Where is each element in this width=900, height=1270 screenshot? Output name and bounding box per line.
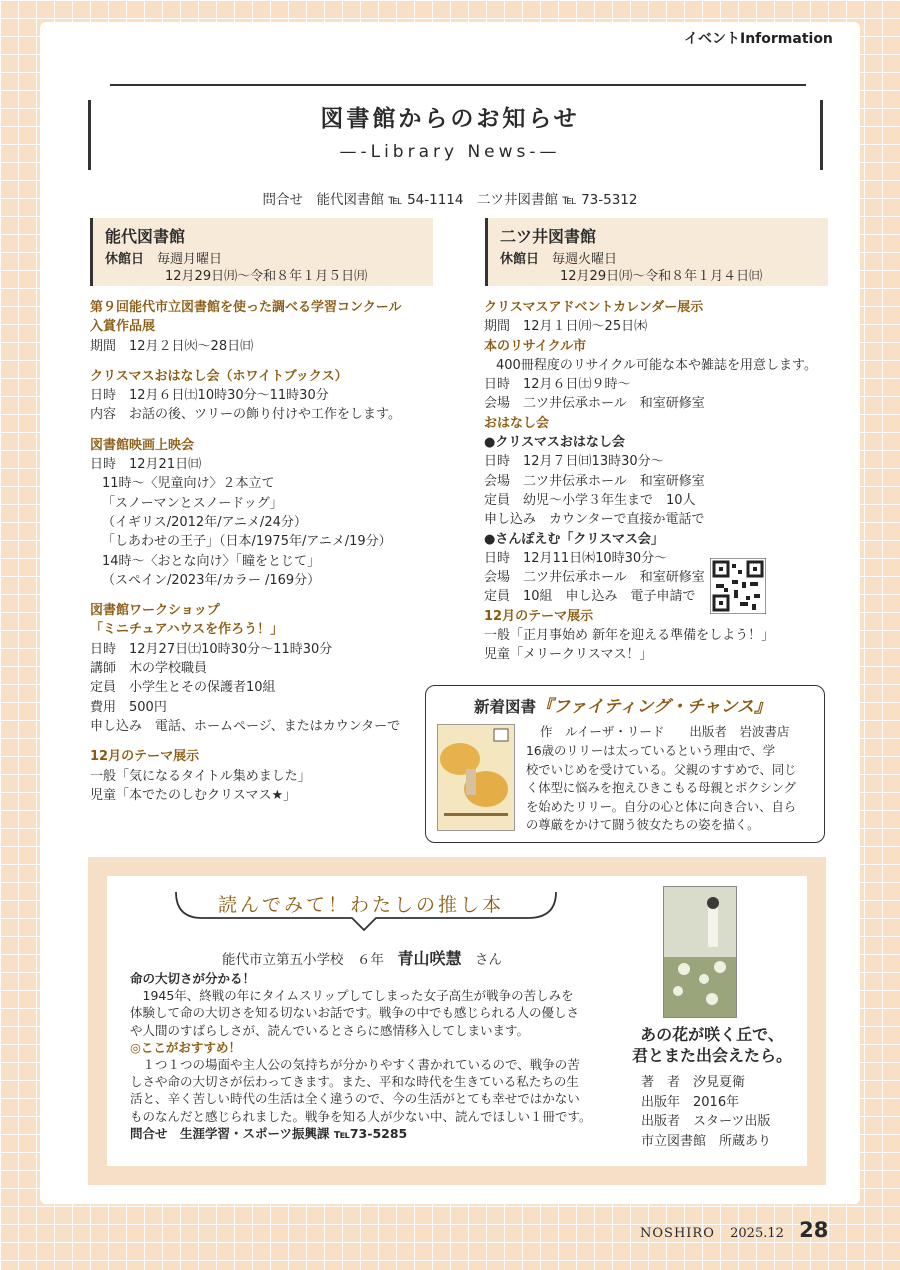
recommend-author-suffix: さん	[475, 952, 503, 968]
footer-date: 2025.12	[730, 1226, 784, 1241]
noshiro-name: 能代図書館	[105, 227, 186, 246]
new-book-cover	[437, 724, 515, 831]
noshiro-closed-2: 12月29日㈪～令和８年１月５日㈪	[165, 269, 368, 284]
futatsui-name: 二ツ井図書館	[500, 227, 597, 246]
text-line: 日時 12月６日㈯10時30分～11時30分	[90, 388, 329, 404]
recommend-book-title-1: あの花が咲く丘で、	[640, 1025, 784, 1044]
text-line: 日時 12月11日㈭10時30分～	[484, 550, 668, 566]
recommend-body	[130, 970, 610, 1142]
new-book-desc-line: 16歳のリリーは太っているという理由で、学	[526, 744, 776, 758]
section-heading: 12月のテーマ展示	[90, 749, 200, 765]
section-heading: 図書館映画上映会	[90, 437, 195, 453]
text-line: 費用 500円	[90, 699, 167, 715]
book-cover-illustration-icon	[438, 725, 514, 830]
page-number: 28	[799, 1218, 829, 1242]
section-heading: クリスマスアドベントカレンダー展示	[484, 300, 704, 315]
event-block	[90, 436, 430, 590]
text-line: 一般「気になるタイトル集めました」	[90, 768, 311, 784]
text-line: 命の大切さが分かる！	[130, 971, 256, 986]
recommend-book-cover	[663, 886, 737, 1018]
text-line: １つ１つの場面や主人公の気持ちが分かりやすく書かれているので、戦争の苦	[130, 1057, 580, 1073]
section-heading: 第９回能代市立図書館を使った調べる学習コンクール	[90, 300, 402, 315]
book-meta-line: 著 者 汐見夏衛	[641, 1075, 746, 1090]
new-book-desc-line: 校でいじめを受けている。父親のすすめで、同じ	[526, 762, 797, 777]
new-book-meta: 作 ルイーザ・リード 出版者 岩波書店	[540, 724, 790, 739]
text-line: ものなんだと感じられました。戦争を知る人が少ない中、読んでほしい１冊です。	[130, 1108, 592, 1124]
text-line: 1945年、終戦の年にタイムスリップしてしまった女子高生が戦争の苦しみを	[130, 988, 574, 1004]
text-line: 一般「正月事始め 新年を迎える準備をしよう！」	[484, 628, 775, 644]
new-book-title: 『ファイティング・チャンス』	[536, 697, 771, 717]
text-line: 体験して命の大切さを知る切ないお話です。戦争の中でも感じられる人の優しさ	[130, 1005, 580, 1021]
text-line: 申し込み カウンターで直接か電話で	[484, 512, 705, 528]
text-line: 会場 二ツ井伝承ホール 和室研修室	[484, 473, 705, 489]
text-line: ●さんぽえむ「クリスマス会」	[484, 531, 664, 547]
noshiro-info-box	[90, 218, 433, 286]
recommend-book-title-2: 君とまた出会えたら。	[631, 1046, 792, 1065]
contact-line: 問合せ 能代図書館 ℡ 54-1114 二ツ井図書館 ℡ 73-5312	[262, 192, 638, 208]
futatsui-events	[484, 298, 824, 665]
noshiro-closed-label: 休館日	[105, 252, 145, 267]
text-line: 14時～〈おとな向け〉「瞳をとじて」	[102, 553, 321, 569]
text-line: （イギリス/2012年/アニメ/24分）	[102, 514, 307, 530]
text-line: 日時 12月27日㈯10時30分～11時30分	[90, 641, 333, 657]
text-line: 内容 お話の後、ツリーの飾り付けや工作をします。	[90, 407, 401, 423]
futatsui-info-box	[485, 218, 828, 286]
text-line: 活と、辛く苦しい時代の生活は全く違うので、今の生活がとても幸せではかない	[130, 1091, 580, 1107]
section-heading: クリスマスおはなし会（ホワイトブックス）	[90, 368, 348, 384]
recommend-book-meta	[641, 1073, 771, 1151]
text-line: 定員 幼児～小学３年生まで 10人	[484, 492, 696, 508]
new-book-description	[526, 742, 814, 835]
section-heading: 本のリサイクル市	[484, 338, 587, 354]
text-line: 日時 12月７日㈰13時30分～	[484, 454, 664, 470]
recommend-author-school: 能代市立第五小学校 ６年	[222, 952, 384, 968]
page-title: 図書館からのお知らせ	[320, 106, 580, 132]
section-heading: 12月のテーマ展示	[484, 608, 594, 624]
recommend-author-name: 青山咲慧	[397, 949, 462, 968]
text-line: 会場 二ツ井伝承ホール 和室研修室	[484, 396, 705, 412]
futatsui-closed-label: 休館日	[500, 252, 540, 267]
book-meta-line: 出版年 2016年	[641, 1094, 740, 1110]
noshiro-events	[90, 298, 430, 816]
new-book-desc-line: を始めたリリー。自分の心と体に向き合い、自ら	[526, 799, 797, 814]
book-meta-line: 出版者 スターツ出版	[641, 1114, 771, 1129]
text-line: 日時 12月21日㈰	[90, 457, 202, 473]
text-line: 問合せ 生涯学習・スポーツ振興課 ℡73-5285	[130, 1125, 408, 1141]
recommend-heading: 読んでみて！わたしの推し本	[218, 894, 505, 916]
book-meta-line: 市立図書館 所蔵あり	[641, 1133, 772, 1149]
new-book-desc-line: く体型に悩みを抱えひきこもる母親とボクシング	[526, 781, 796, 795]
section-heading: 「ミニチュアハウスを作ろう！」	[90, 622, 284, 638]
section-tag: イベントInformation	[684, 31, 833, 47]
text-line: 11時～〈児童向け〉２本立て	[102, 476, 275, 492]
footer-magazine: NOSHIRO	[640, 1226, 715, 1241]
noshiro-closed-1: 毎週月曜日	[157, 252, 223, 267]
event-block	[90, 298, 430, 356]
text-line: 期間 12月１日㈪～25日㈭	[484, 319, 648, 335]
event-block	[90, 367, 430, 425]
text-line: 「スノーマンとスノードッグ」	[102, 495, 283, 511]
title-top-rule	[110, 84, 806, 86]
section-heading: 図書館ワークショップ	[90, 603, 220, 619]
event-block	[90, 601, 430, 736]
text-line: （スペイン/2023年/カラー /169分）	[102, 572, 321, 588]
futatsui-closed-1: 毎週火曜日	[552, 252, 618, 267]
text-line: や人間のすばらしさが、読んでいるとさらに感情移入してしまいます。	[130, 1022, 530, 1038]
page-subtitle: —-Library News-—	[339, 142, 561, 162]
new-book-label: 新着図書	[474, 698, 537, 716]
text-line: 講師 木の学校職員	[90, 661, 208, 677]
text-line: 児童「本でたのしむクリスマス★」	[90, 787, 297, 803]
event-block	[90, 747, 430, 805]
section-heading: 入賞作品展	[90, 319, 156, 335]
text-line: 400冊程度のリサイクル可能な本や雑誌を用意します。	[496, 357, 817, 373]
text-line: 「しあわせの王子」（日本/1975年/アニメ/19分）	[102, 534, 392, 550]
text-line: 会場 二ツ井伝承ホール 和室研修室	[484, 570, 705, 586]
qr-code-icon[interactable]	[710, 558, 766, 614]
text-line: 児童「メリークリスマス！」	[484, 647, 653, 663]
text-line: 日時 12月６日㈯９時～	[484, 377, 631, 393]
book-cover-field-icon	[664, 887, 736, 1017]
text-line: 定員 小学生とその保護者10組	[90, 680, 276, 696]
section-heading: おはなし会	[484, 415, 550, 431]
text-line: ●クリスマスおはなし会	[484, 435, 625, 451]
text-line: 申し込み 電話、ホームページ、またはカウンターで	[90, 718, 401, 734]
futatsui-closed-2: 12月29日㈪～令和８年１月４日㈰	[560, 269, 763, 284]
new-book-desc-line: の尊厳をかけて闘う彼女たちの姿を描く。	[526, 818, 760, 832]
section-heading: ◎ここがおすすめ！	[130, 1039, 242, 1055]
text-line: 定員 10組 申し込み 電子申請で	[484, 589, 696, 605]
text-line: 期間 12月２日㈫～28日㈰	[90, 338, 254, 354]
text-line: しさや命の大切さが伝わってきます。また、平和な時代を生きている私たちの生	[130, 1074, 579, 1090]
